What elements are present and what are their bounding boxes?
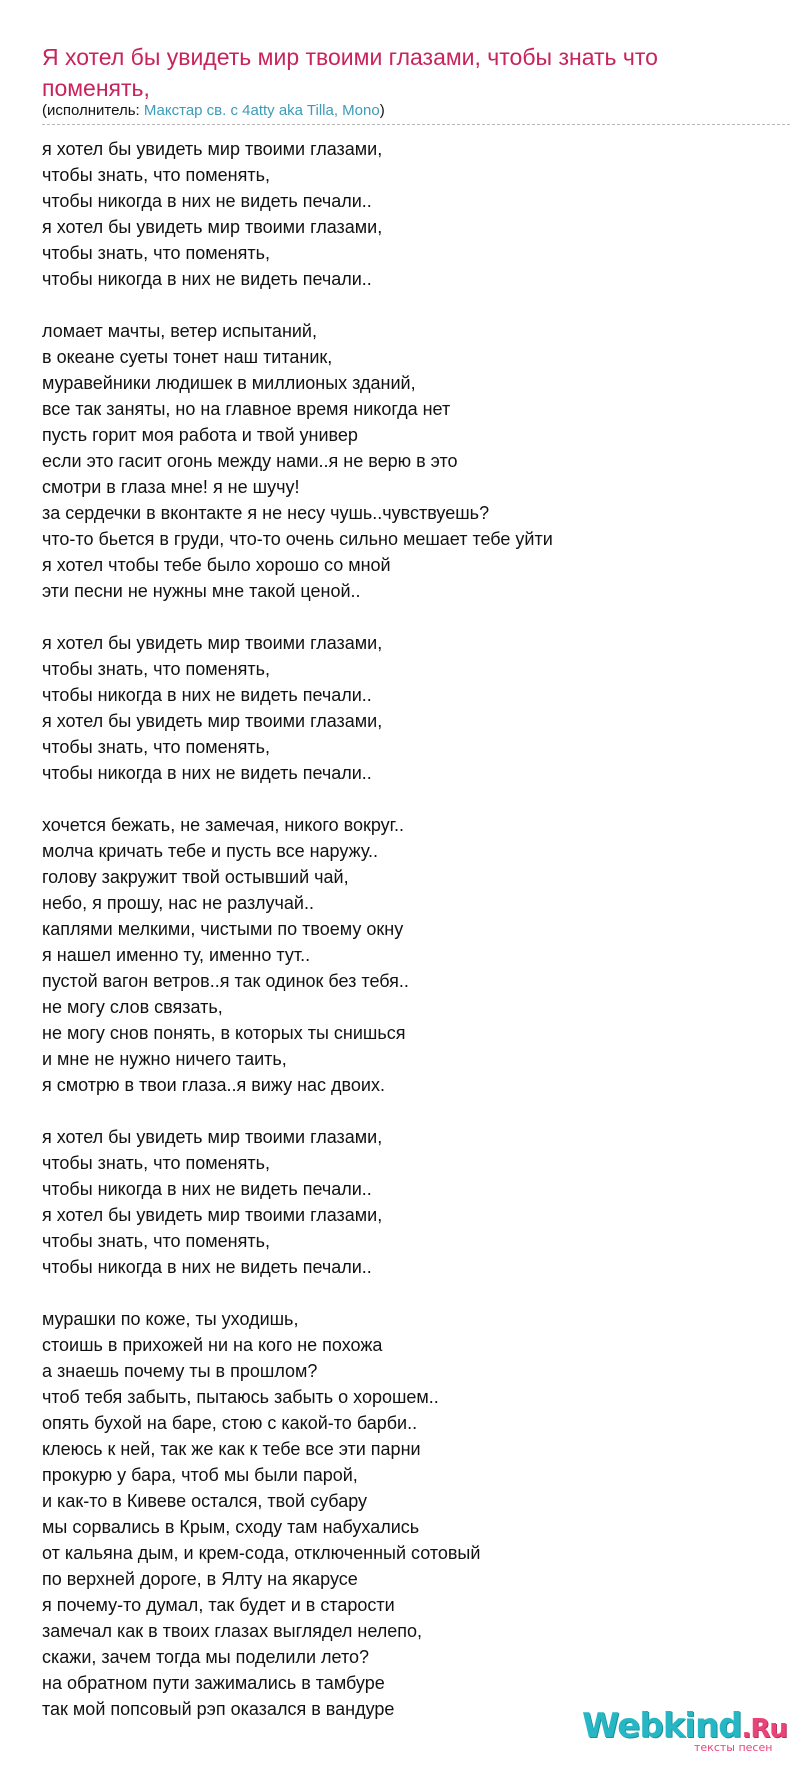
lyric-line: я смотрю в твои глаза..я вижу нас двоих.: [42, 1075, 385, 1095]
lyrics-stanza: [42, 812, 782, 1098]
lyric-line: смотри в глаза мне! я не шучу!: [42, 477, 300, 497]
lyric-line: за сердечки в вконтакте я не несу чушь..чувствуешь?: [42, 503, 490, 523]
lyric-line: опять бухой на баре, стою с какой-то барби..: [42, 1413, 418, 1433]
lyric-line: если это гасит огонь между нами..я не верю в это: [42, 451, 458, 471]
lyric-line: не могу снов понять, в которых ты снишься: [42, 1023, 406, 1043]
artist-link[interactable]: Макстар св. с 4atty aka Tilla, Mono: [143, 102, 380, 119]
lyric-line: стоишь в прихожей ни на кого не похожа: [42, 1335, 383, 1355]
lyrics-stanza: [42, 1306, 782, 1722]
lyric-line: я почему-то думал, так будет и в старости: [42, 1595, 395, 1615]
lyric-line: я нашел именно ту, именно тут..: [42, 945, 311, 965]
lyric-line: чтобы знать, что поменять,: [42, 1153, 270, 1173]
lyric-line: чтоб тебя забыть, пытаюсь забыть о хорошем..: [42, 1387, 439, 1407]
lyric-line: прокурю у бара, чтоб мы были парой,: [42, 1465, 358, 1485]
lyric-line: мурашки по коже, ты уходишь,: [42, 1309, 299, 1329]
lyrics-stanza: [42, 630, 782, 786]
lyric-line: замечал как в твоих глазах выглядел нелепо,: [42, 1621, 423, 1641]
lyric-line: и мне не нужно ничего таить,: [42, 1049, 287, 1069]
lyric-line: на обратном пути зажимались в тамбуре: [42, 1673, 385, 1693]
lyric-line: я хотел бы увидеть мир твоими глазами,: [42, 633, 383, 653]
lyric-line: пусть горит моя работа и твой универ: [42, 425, 358, 445]
lyric-line: клеюсь к ней, так же как к тебе все эти парни: [42, 1439, 421, 1459]
lyrics-stanza: [42, 1124, 782, 1280]
lyric-line: молча кричать тебе и пусть все наружу..: [42, 841, 379, 861]
logo-tagline: тексты песен: [694, 1741, 773, 1754]
lyric-line: так мой попсовый рэп оказался в вандуре: [42, 1699, 395, 1719]
lyric-line: чтобы знать, что поменять,: [42, 737, 270, 757]
lyric-line: по верхней дороге, в Ялту на якарусе: [42, 1569, 358, 1589]
lyric-line: ломает мачты, ветер испытаний,: [42, 321, 317, 341]
lyric-line: скажи, зачем тогда мы поделили лето?: [42, 1647, 370, 1667]
lyric-line: я хотел чтобы тебе было хорошо со мной: [42, 555, 391, 575]
lyric-line: чтобы никогда в них не видеть печали..: [42, 269, 372, 289]
lyric-line: голову закружит твой остывший чай,: [42, 867, 349, 887]
lyric-line: чтобы никогда в них не видеть печали..: [42, 1179, 372, 1199]
lyric-line: чтобы никогда в них не видеть печали..: [42, 685, 372, 705]
lyric-line: все так заняты, но на главное время никогда нет: [42, 399, 451, 419]
lyric-line: чтобы никогда в них не видеть печали..: [42, 1257, 372, 1277]
artist-line: [42, 101, 385, 121]
artist-suffix: ): [379, 102, 385, 119]
artist-prefix: (исполнитель:: [42, 102, 144, 119]
lyric-line: я хотел бы увидеть мир твоими глазами,: [42, 217, 383, 237]
lyric-line: что-то бьется в груди, что-то очень сильно мешает тебе уйти: [42, 529, 553, 549]
lyric-line: пустой вагон ветров..я так одинок без тебя..: [42, 971, 409, 991]
lyric-line: не могу слов связать,: [42, 997, 223, 1017]
lyric-line: чтобы никогда в них не видеть печали..: [42, 191, 372, 211]
lyric-line: чтобы никогда в них не видеть печали..: [42, 763, 372, 783]
lyric-line: чтобы знать, что поменять,: [42, 165, 270, 185]
lyric-line: мы сорвались в Крым, сходу там набухались: [42, 1517, 420, 1537]
lyric-line: чтобы знать, что поменять,: [42, 659, 270, 679]
lyric-line: чтобы знать, что поменять,: [42, 1231, 270, 1251]
lyric-line: я хотел бы увидеть мир твоими глазами,: [42, 711, 383, 731]
lyrics-stanza: [42, 136, 782, 292]
site-logo[interactable]: [582, 1706, 787, 1756]
logo-tld: .Ru: [741, 1714, 787, 1744]
lyric-line: каплями мелкими, чистыми по твоему окну: [42, 919, 404, 939]
lyric-line: от кальяна дым, и крем-сода, отключенный сотовый: [42, 1543, 481, 1563]
song-title: Я хотел бы увидеть мир твоими глазами, чтобы знать что поменять,: [42, 44, 658, 101]
lyrics-body: [42, 136, 782, 1748]
lyric-line: хочется бежать, не замечая, никого вокруг..: [42, 815, 405, 835]
lyric-line: чтобы знать, что поменять,: [42, 243, 270, 263]
lyric-line: небо, я прошу, нас не разлучай..: [42, 893, 314, 913]
lyric-line: и как-то в Кивеве остался, твой субару: [42, 1491, 368, 1511]
lyric-line: муравейники людишек в миллионых зданий,: [42, 373, 416, 393]
lyric-line: в океане суеты тонет наш титаник,: [42, 347, 333, 367]
lyric-line: а знаешь почему ты в прошлом?: [42, 1361, 318, 1381]
logo-name: Webkind: [582, 1706, 742, 1746]
lyric-line: я хотел бы увидеть мир твоими глазами,: [42, 1127, 383, 1147]
title-divider: [42, 124, 790, 125]
lyrics-stanza: [42, 318, 782, 604]
lyric-line: я хотел бы увидеть мир твоими глазами,: [42, 139, 383, 159]
lyric-line: эти песни не нужны мне такой ценой..: [42, 581, 361, 601]
lyric-line: я хотел бы увидеть мир твоими глазами,: [42, 1205, 383, 1225]
